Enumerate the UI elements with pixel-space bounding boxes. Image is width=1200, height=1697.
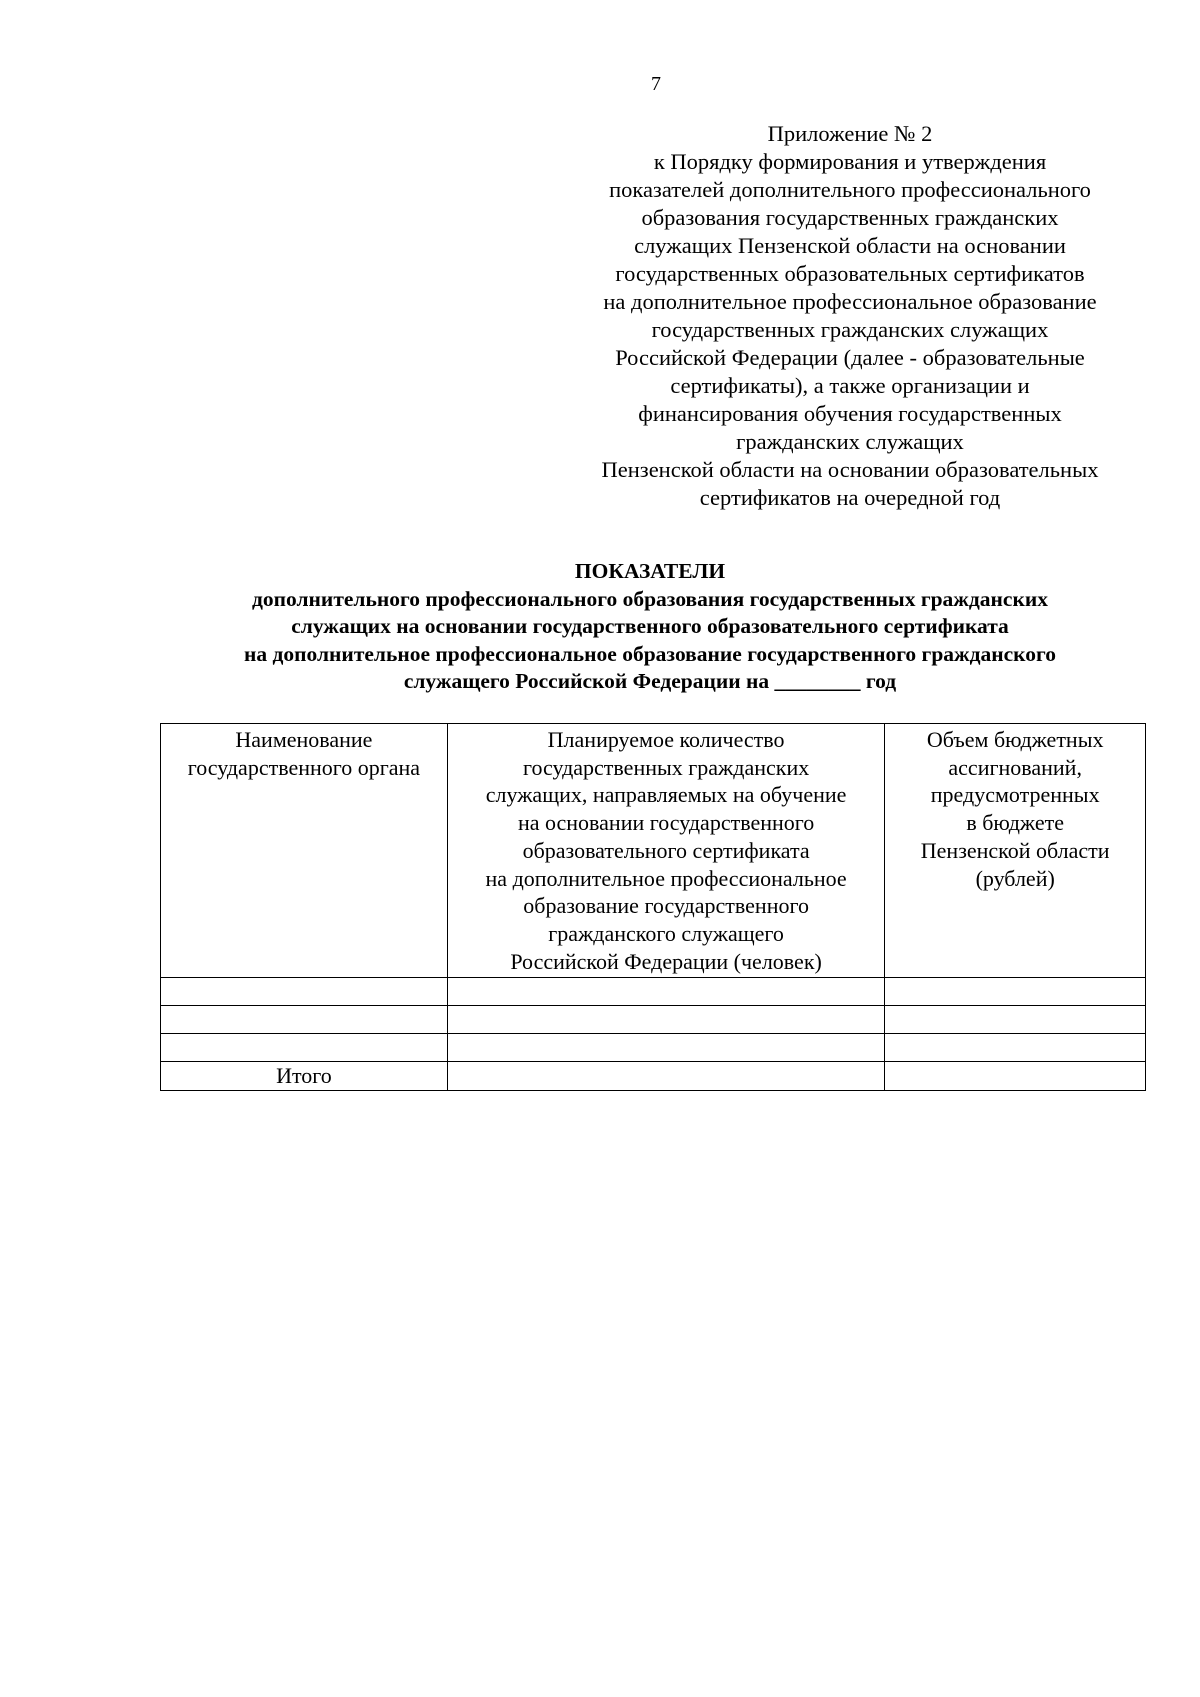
indicators-table (160, 723, 1146, 1091)
table-cell (885, 1062, 1146, 1091)
header-line: образование государственного (523, 893, 809, 919)
header-line: на основании государственного (517, 810, 815, 836)
table-cell (447, 1006, 885, 1034)
table-cell (447, 1034, 885, 1062)
header-line: государственных гражданских (522, 754, 810, 780)
appendix-line: служащих Пензенской области на основании (634, 233, 1066, 258)
appendix-line: гражданских служащих (736, 429, 964, 454)
table-row (161, 978, 1146, 1006)
appendix-line: Пензенской области на основании образовательных (601, 457, 1099, 482)
header-budget-volume (885, 724, 1146, 978)
header-agency-name (161, 724, 448, 978)
header-line: Наименование (235, 727, 373, 752)
appendix-reference (600, 120, 1100, 512)
header-line: (рублей) (975, 865, 1055, 891)
table-cell (161, 1006, 448, 1034)
title-subtitle-line: дополнительного профессионального образования государственных гражданских (252, 586, 1048, 611)
appendix-line: финансирования обучения государственных (638, 401, 1062, 426)
total-row (161, 1062, 1146, 1091)
table-cell (885, 1034, 1146, 1062)
appendix-line: к Порядку формирования и утверждения (653, 149, 1047, 174)
table-cell (161, 1034, 448, 1062)
header-line: Пензенской области (920, 837, 1110, 863)
table-row (161, 1006, 1146, 1034)
total-label: Итого (161, 1062, 448, 1091)
appendix-line: образования государственных гражданских (641, 205, 1059, 230)
appendix-line: на дополнительное профессиональное образование (603, 289, 1097, 314)
header-line: образовательного сертификата (522, 837, 810, 863)
header-line: служащих, направляемых на обучение (485, 782, 847, 808)
appendix-line: показателей дополнительного профессионального (609, 177, 1091, 202)
table-cell (885, 1006, 1146, 1034)
table-cell (161, 978, 448, 1006)
header-line: Объем бюджетных (926, 727, 1104, 752)
header-line: Планируемое количество (547, 727, 785, 752)
title-subtitle-line: на дополнительное профессиональное образование государственного гражданского (243, 641, 1057, 666)
header-line: ассигнований, (948, 754, 1082, 780)
page-number: 7 (651, 73, 661, 95)
table-header-row (161, 724, 1146, 978)
title-subtitle-line: служащего Российской Федерации на ________ год (403, 669, 897, 693)
header-line: государственного органа (187, 754, 421, 780)
document-title (150, 558, 1150, 696)
appendix-line: сертификаты), а также организации и (670, 373, 1030, 398)
header-line: на дополнительное профессиональное (485, 865, 847, 891)
table-cell (447, 978, 885, 1006)
header-planned-count (447, 724, 885, 978)
appendix-line: Приложение № 2 (767, 121, 933, 146)
header-line: Российской Федерации (человек) (510, 948, 822, 974)
table-row (161, 1034, 1146, 1062)
header-line: гражданского служащего (548, 920, 784, 946)
title-subtitle-line: служащих на основании государственного образовательного сертификата (291, 614, 1009, 638)
table-cell (885, 978, 1146, 1006)
appendix-line: государственных образовательных сертификатов (615, 261, 1085, 286)
table-cell (447, 1062, 885, 1091)
appendix-line: государственных гражданских служащих (651, 317, 1049, 342)
title-heading: ПОКАЗАТЕЛИ (574, 559, 726, 583)
header-line: в бюджете (966, 810, 1064, 836)
appendix-line: сертификатов на очередной год (699, 485, 1001, 510)
header-line: предусмотренных (930, 782, 1100, 808)
appendix-line: Российской Федерации (далее - образовательные (615, 345, 1085, 370)
